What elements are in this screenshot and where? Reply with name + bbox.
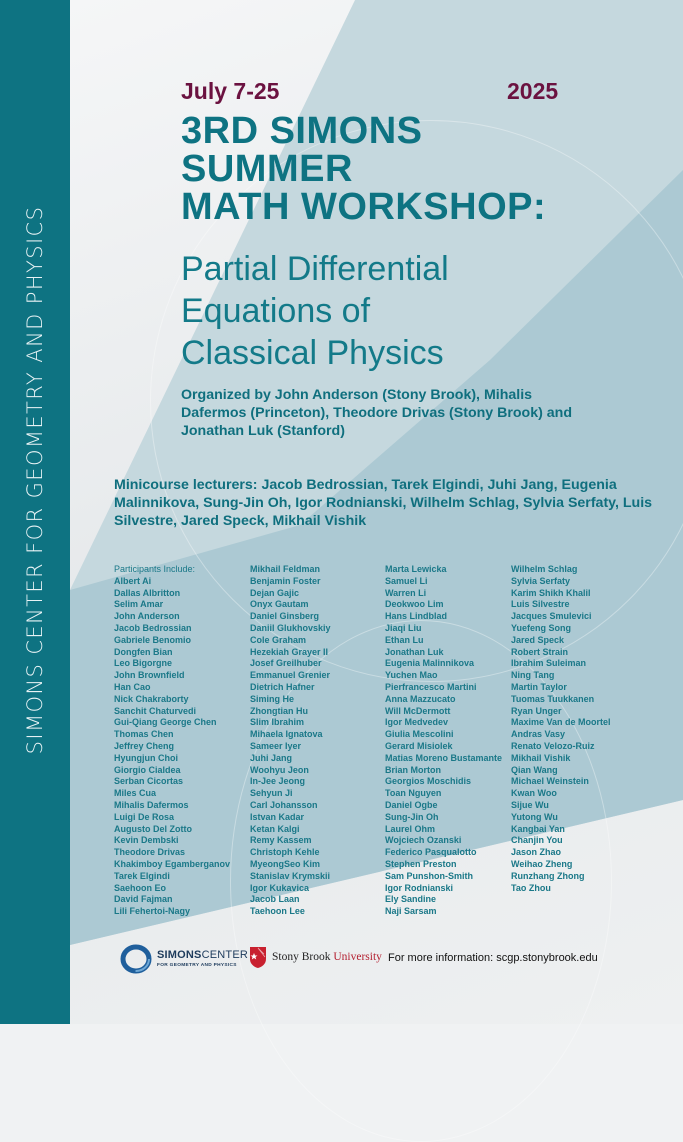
- participant-name: Juhi Jang: [250, 752, 293, 763]
- sbu-university: University: [333, 951, 382, 963]
- participant-name: Samuel Li: [385, 575, 428, 586]
- participant-name: Toan Nguyen: [385, 788, 442, 799]
- participant-name: Kwan Woo: [511, 788, 557, 799]
- participant-name: Ely Sandine: [385, 894, 437, 905]
- more-info-link[interactable]: For more information: scgp.stonybrook.edu: [388, 952, 598, 964]
- logo-name-light: CENTER: [201, 949, 249, 961]
- participant-name: Remy Kassem: [250, 835, 312, 846]
- participant-name: Jason Zhao: [511, 847, 562, 858]
- participant-name: Istvan Kadar: [250, 811, 305, 822]
- participant-name: Jacob Bedrossian: [114, 622, 192, 633]
- participant-name: Karim Shikh Khalil: [511, 587, 591, 598]
- participant-name: Deokwoo Lim: [385, 599, 444, 610]
- participant-name: Ethan Lu: [385, 634, 424, 645]
- footer: [0, 940, 683, 980]
- participant-name: Jeffrey Cheng: [114, 740, 175, 751]
- lecturers-text: Minicourse lecturers: Jacob Bedrossian, Tarek Elgindi, Juhi Jang, Eugenia Malinnikova, Sung-Jin Oh, Igor Rodnianski, Wilhelm Schlag, Sylvia Serfaty, Luis Silvestre, Jared Speck, Mikhail Vishik: [114, 477, 653, 529]
- participant-name: Daniel Ginsberg: [250, 611, 320, 622]
- sbu-name: Stony Brook: [272, 951, 331, 963]
- participant-name: Cole Graham: [250, 634, 307, 645]
- participant-name: Andras Vasy: [511, 729, 566, 740]
- participant-name: Chanjin You: [511, 835, 563, 846]
- participant-name: Mihalis Dafermos: [114, 799, 189, 810]
- participant-name: Josef Greilhuber: [250, 658, 322, 669]
- subtitle-line: Classical Physics: [181, 334, 444, 372]
- participant-name: Theodore Drivas: [114, 847, 186, 858]
- participant-name: Kevin Dembski: [114, 835, 179, 846]
- participant-name: Serban Cicortas: [114, 776, 184, 787]
- title-line: 3RD SIMONS: [181, 110, 423, 152]
- participant-name: Martin Taylor: [511, 681, 567, 692]
- participant-name: Tuomas Tuukkanen: [511, 693, 595, 704]
- participant-name: Mihaela Ignatova: [250, 729, 323, 740]
- participant-name: Igor Kukavica: [250, 882, 310, 893]
- participant-name: Slim Ibrahim: [250, 717, 305, 728]
- participant-name: Dongfen Bian: [114, 646, 173, 657]
- organizers-text: Organized by John Anderson (Stony Brook), Mihalis Dafermos (Princeton), Theodore Drivas (Stony Brook) and Jonathan Luk (Stanford): [181, 387, 573, 439]
- participant-name: Dietrich Hafner: [250, 681, 315, 692]
- participant-name: Luigi De Rosa: [114, 811, 175, 822]
- participants-column-2: [250, 564, 331, 918]
- participant-name: Taehoon Lee: [250, 906, 305, 917]
- participant-name: Jonathan Luk: [385, 646, 444, 657]
- participant-name: Sung-Jin Oh: [385, 811, 439, 822]
- participant-name: Sehyun Ji: [250, 788, 293, 799]
- participant-name: In-Jee Jeong: [250, 776, 306, 787]
- simons-center-logo-text: [157, 949, 248, 961]
- participant-name: Yutong Wu: [511, 811, 558, 822]
- participant-name: Laurel Ohm: [385, 823, 436, 834]
- workshop-title: [181, 112, 546, 226]
- event-year: 2025: [507, 78, 559, 104]
- participant-name: John Anderson: [114, 611, 180, 622]
- participant-name: Naji Sarsam: [385, 906, 437, 917]
- participant-name: Anna Mazzucato: [385, 693, 456, 704]
- participant-name: Ketan Kalgi: [250, 823, 300, 834]
- participant-name: Matias Moreno Bustamante: [385, 752, 503, 763]
- participant-name: Luis Silvestre: [511, 599, 570, 610]
- participant-name: Weihao Zheng: [511, 858, 573, 869]
- participant-name: Wojciech Ozanski: [385, 835, 462, 846]
- participant-name: Lili Fehertoi-Nagy: [114, 906, 191, 917]
- participant-name: Federico Pasqualotto: [385, 847, 477, 858]
- participant-name: Sijue Wu: [511, 799, 549, 810]
- logo-name-bold: SIMONS: [157, 949, 202, 961]
- participant-name: Nick Chakraborty: [114, 693, 189, 704]
- participant-name: Renato Velozo-Ruiz: [511, 740, 595, 751]
- participant-name: Christoph Kehle: [250, 847, 320, 858]
- participant-name: Georgios Moschidis: [385, 776, 472, 787]
- participant-name: Robert Strain: [511, 646, 569, 657]
- participant-name: John Brownfield: [114, 670, 185, 681]
- participant-name: Kangbai Yan: [511, 823, 565, 834]
- participant-name: Zhongtian Hu: [250, 705, 308, 716]
- participant-name: Gabriele Benomio: [114, 634, 192, 645]
- participant-name: Daniel Ogbe: [385, 799, 438, 810]
- participant-name: Mikhail Feldman: [250, 564, 321, 574]
- participant-name: Tarek Elgindi: [114, 870, 170, 881]
- simons-center-logo-subtitle: FOR GEOMETRY AND PHYSICS: [157, 963, 237, 968]
- participant-name: Ibrahim Suleiman: [511, 658, 587, 669]
- simons-center-logo-icon: [120, 944, 152, 974]
- participant-name: Gui-Qiang George Chen: [114, 717, 217, 728]
- participant-name: Pierfrancesco Martini: [385, 681, 477, 692]
- participant-name: Selim Amar: [114, 599, 164, 610]
- participant-name: Hyungjun Choi: [114, 752, 178, 763]
- participant-name: Tao Zhou: [511, 882, 551, 893]
- participant-name: Igor Rodnianski: [385, 882, 454, 893]
- participant-name: Eugenia Malinnikova: [385, 658, 475, 669]
- participant-name: Augusto Del Zotto: [114, 823, 192, 834]
- participant-name: Thomas Chen: [114, 729, 174, 740]
- participant-name: Gerard Misiolek: [385, 740, 453, 751]
- participant-name: Jacob Laan: [250, 894, 300, 905]
- participant-name: Ryan Unger: [511, 705, 562, 716]
- participant-name: Stanislav Krymskii: [250, 870, 331, 881]
- participant-name: Sylvia Serfaty: [511, 575, 571, 586]
- participants-column-1: [114, 564, 230, 918]
- participant-name: Khakimboy Egamberganov: [114, 858, 231, 869]
- participant-name: Hans Lindblad: [385, 611, 448, 622]
- participants-column-4: [511, 564, 611, 894]
- participant-name: Hezekiah Grayer II: [250, 646, 329, 657]
- participant-name: Saehoon Eo: [114, 882, 167, 893]
- participant-name: Warren Li: [385, 587, 427, 598]
- participant-name: Maxime Van de Moortel: [511, 717, 611, 728]
- participant-name: MyeongSeo Kim: [250, 858, 321, 869]
- event-dates: July 7-25: [181, 78, 280, 104]
- participant-name: Miles Cua: [114, 788, 157, 799]
- participant-name: Will McDermott: [385, 705, 451, 716]
- participant-name: Sam Punshon-Smith: [385, 870, 474, 881]
- stony-brook-logo-text: [272, 951, 382, 963]
- participant-name: Han Cao: [114, 681, 151, 692]
- participants-column-3: [385, 564, 502, 918]
- participant-name: Giorgio Cialdea: [114, 764, 181, 775]
- participant-name: Brian Morton: [385, 764, 441, 775]
- participant-name: Sanchit Chaturvedi: [114, 705, 197, 716]
- participant-name: Marta Lewicka: [385, 564, 447, 574]
- participant-name: Carl Johansson: [250, 799, 318, 810]
- participant-name: Michael Weinstein: [511, 776, 589, 787]
- subtitle-line: Equations of: [181, 292, 371, 330]
- participant-name: Stephen Preston: [385, 858, 457, 869]
- sidebar-title: SIMONS CENTER FOR GEOMETRY AND PHYSICS: [23, 205, 47, 755]
- participant-name: Daniil Glukhovskiy: [250, 622, 331, 633]
- participant-name: Mikhail Vishik: [511, 752, 571, 763]
- participant-name: Jared Speck: [511, 634, 565, 645]
- title-line: MATH WORKSHOP:: [181, 186, 547, 228]
- participant-name: David Fajman: [114, 894, 173, 905]
- participant-name: Leo Bigorgne: [114, 658, 172, 669]
- participant-name: Giulia Mescolini: [385, 729, 454, 740]
- participant-name: Jacques Smulevici: [511, 611, 592, 622]
- participant-name: Onyx Gautam: [250, 599, 309, 610]
- workshop-subtitle: [181, 248, 449, 374]
- participant-name: Benjamin Foster: [250, 575, 321, 586]
- participant-name: Yuefeng Song: [511, 622, 572, 633]
- participant-name: Albert Ai: [114, 575, 152, 586]
- participant-name: Dallas Albritton: [114, 587, 181, 598]
- participant-name: Qian Wang: [511, 764, 558, 775]
- participant-name: Woohyu Jeon: [250, 764, 309, 775]
- participant-name: Jiaqi Liu: [385, 622, 422, 633]
- participant-name: Emmanuel Grenier: [250, 670, 331, 681]
- participant-name: Wilhelm Schlag: [511, 564, 578, 574]
- participant-name: Yuchen Mao: [385, 670, 438, 681]
- participants-header: Participants Include:: [114, 564, 196, 574]
- participant-name: Ning Tang: [511, 670, 555, 681]
- stony-brook-shield-icon: [249, 945, 267, 969]
- participant-name: Runzhang Zhong: [511, 870, 585, 881]
- participant-name: Sameer Iyer: [250, 740, 302, 751]
- subtitle-line: Partial Differential: [181, 250, 449, 288]
- title-line: SUMMER: [181, 148, 353, 190]
- participant-name: Dejan Gajic: [250, 587, 300, 598]
- participant-name: Igor Medvedev: [385, 717, 449, 728]
- participant-name: Siming He: [250, 693, 295, 704]
